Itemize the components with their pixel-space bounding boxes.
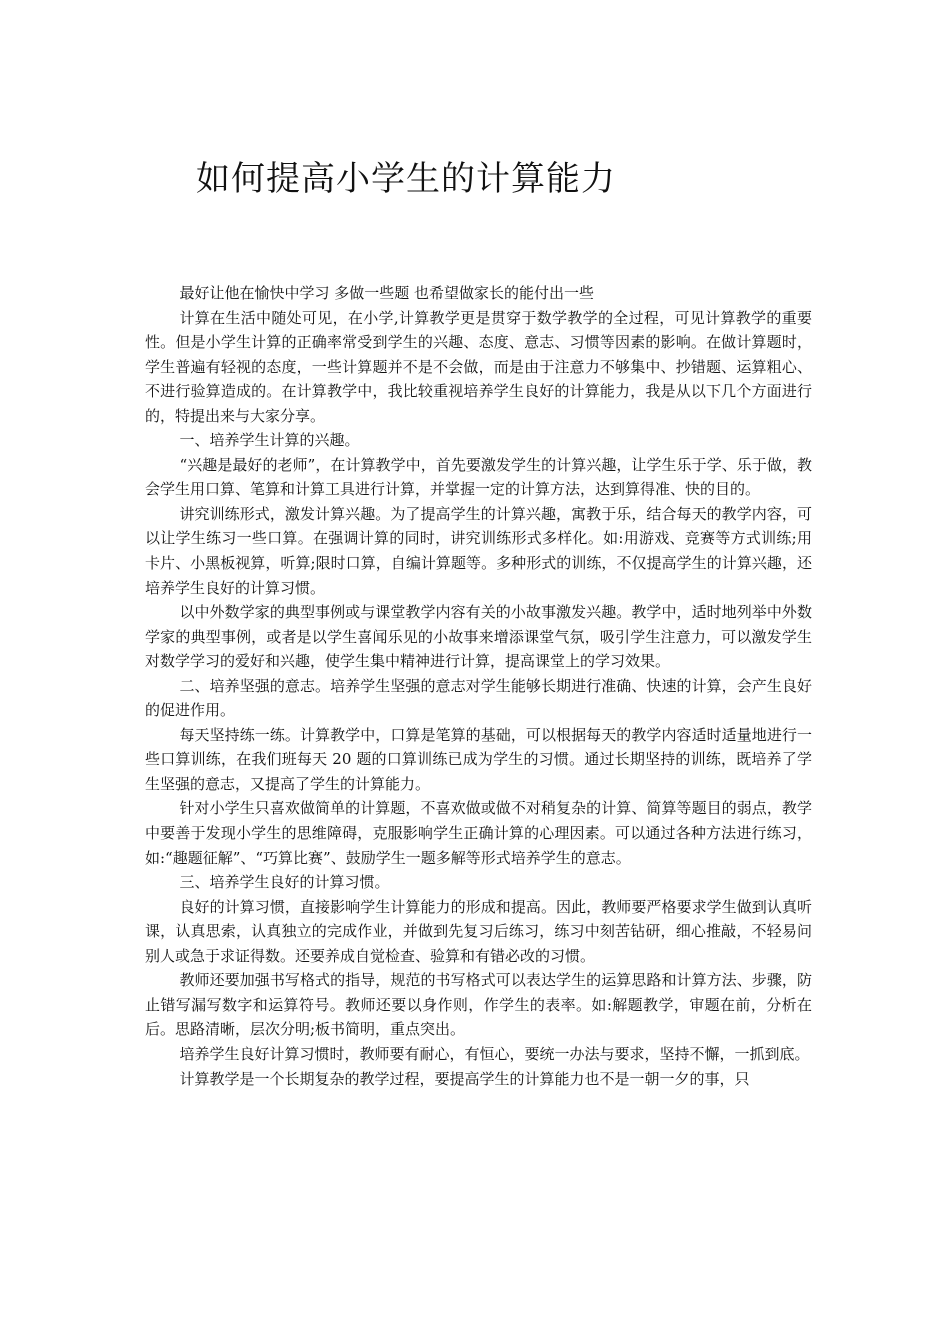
paragraph: 以中外数学家的典型事例或与课堂教学内容有关的小故事激发兴趣。教学中，适时地列举中外数学家的典型事例，或者是以学生喜闻乐见的小故事来增添课堂气氛，吸引学生注意力，可以激发学生对数学学习的爱好和兴趣，使学生集中精神进行计算，提高课堂上的学习效果。	[145, 603, 812, 671]
paragraph: 最好让他在愉快中学习 多做一些题 也希望做家长的能付出一些	[179, 284, 595, 302]
document-body	[145, 281, 812, 1091]
paragraph: 教师还要加强书写格式的指导，规范的书写格式可以表达学生的运算思路和计算方法、步骤，防止错写漏写数字和运算符号。教师还要以身作则，作学生的表率。如:解题教学，审题在前，分析在后。思路清晰，层次分明;板书简明，重点突出。	[145, 971, 812, 1039]
paragraph: 针对小学生只喜欢做简单的计算题，不喜欢做或做不对稍复杂的计算、简算等题目的弱点，教学中要善于发现小学生的思维障碍，克服影响学生正确计算的心理因素。可以通过各种方法进行练习，如:“趣题征解”、“巧算比赛”、鼓励学生一题多解等形式培养学生的意志。	[145, 799, 812, 867]
paragraph: 计算教学是一个长期复杂的教学过程，要提高学生的计算能力也不是一朝一夕的事，只	[179, 1069, 750, 1088]
document-title: 如何提高小学生的计算能力	[196, 159, 616, 199]
paragraph: 计算在生活中随处可见，在小学,计算教学更是贯穿于数学教学的全过程，可见计算教学的重要性。但是小学生计算的正确率常受到学生的兴趣、态度、意志、习惯等因素的影响。在做计算题时，学生普遍有轻视的态度，一些计算题并不是不会做，而是由于注意力不够集中、抄错题、运算粗心、不进行验算造成的。在计算教学中，我比较重视培养学生良好的计算能力，我是从以下几个方面进行的，特提出来与大家分享。	[145, 308, 812, 425]
paragraph: “兴趣是最好的老师”，在计算教学中，首先要激发学生的计算兴趣，让学生乐于学、乐于做，教会学生用口算、笔算和计算工具进行计算，并掌握一定的计算方法，达到算得准、快的目的。	[145, 455, 812, 499]
paragraph: 每天坚持练一练。计算教学中，口算是笔算的基础，可以根据每天的教学内容适时适量地进行一些口算训练，在我们班每天 20 题的口算训练已成为学生的习惯。通过长期坚持的训练，既培养了学生坚强的意志，又提高了学生的计算能力。	[145, 725, 812, 793]
section-heading: 三、培养学生良好的计算习惯。	[179, 873, 390, 892]
paragraph: 培养学生良好计算习惯时，教师要有耐心，有恒心，要统一办法与要求，坚持不懈，一抓到底。	[179, 1044, 810, 1063]
paragraph: 良好的计算习惯，直接影响学生计算能力的形成和提高。因此，教师要严格要求学生做到认真听课，认真思索，认真独立的完成作业，并做到先复习后练习，练习中刻苦钻研，细心推敲，不轻易问别人或急于求证得数。还要养成自觉检查、验算和有错必改的习惯。	[145, 897, 812, 965]
paragraph: 讲究训练形式，激发计算兴趣。为了提高学生的计算兴趣，寓教于乐，结合每天的教学内容，可以让学生练习一些口算。在强调计算的同时，讲究训练形式多样化。如:用游戏、竞赛等方式训练;用卡片、小黑板视算，听算;限时口算，自编计算题等。多种形式的训练，不仅提高学生的计算兴趣，还培养学生良好的计算习惯。	[145, 504, 812, 597]
section-heading: 二、培养坚强的意志。培养学生坚强的意志对学生能够长期进行准确、快速的计算，会产生良好的促进作用。	[145, 676, 812, 720]
section-heading: 一、培养学生计算的兴趣。	[179, 431, 360, 450]
